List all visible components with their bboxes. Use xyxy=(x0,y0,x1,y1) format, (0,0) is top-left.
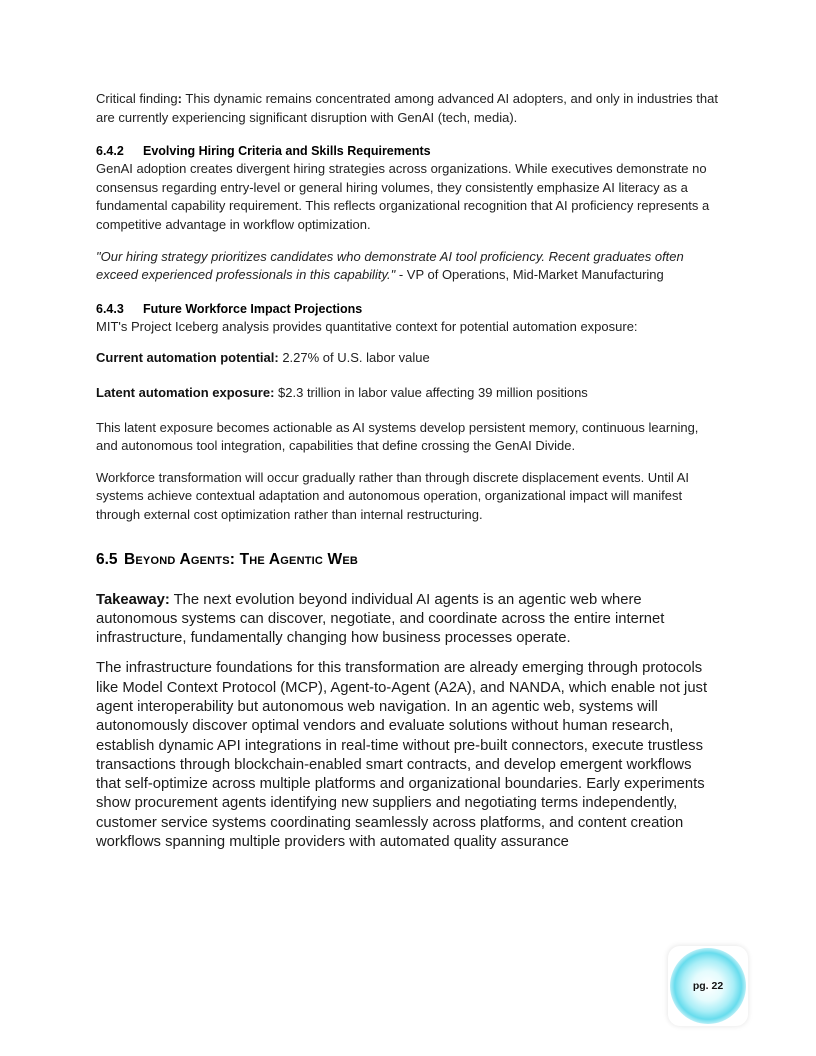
critical-finding-paragraph xyxy=(96,90,720,127)
quote-paragraph xyxy=(96,248,720,285)
heading-title: Evolving Hiring Criteria and Skills Requirements xyxy=(143,144,431,159)
heading-title: Beyond Agents: The Agentic Web xyxy=(124,550,359,568)
mit-iceberg-paragraph: MIT's Project Iceberg analysis provides quantitative context for potential automation exposure: xyxy=(96,318,638,334)
page-number-card xyxy=(668,946,748,1026)
heading-number: 6.4.3 xyxy=(96,301,124,316)
stat-value: $2.3 trillion in labor value affecting 39 million positions xyxy=(274,384,588,400)
critical-finding-colon: : xyxy=(177,91,182,106)
hiring-strategies-paragraph: GenAI adoption creates divergent hiring strategies across organizations. While executives demonstrate no consensus regarding entry-level or general hiring volumes, they consistently emphasize AI literacy as a fundamental capability requirement. This reflects organizational recognition that AI proficiency represents a competitive advantage in workflow optimization. xyxy=(96,161,710,232)
workforce-transformation-paragraph: Workforce transformation will occur gradually rather than through discrete displacement events. Until AI systems achieve contextual adaptation and autonomous operation, organizational impact will manifest through external cost optimization rather than internal restructuring. xyxy=(96,469,689,522)
infrastructure-paragraph: The infrastructure foundations for this transformation are already emerging through protocols like Model Context Protocol (MCP), Agent-to-Agent (A2A), and NANDA, which enable not just agent interoperability but autonomous web navigation. In an agentic web, systems will autonomously discover optimal vendors and evaluate solutions without human research, establish dynamic API integrations in real-time without pre-built connectors, execute trustless transactions through blockchain-enabled smart contracts, and develop emergent workflows that self-optimize across multiple platforms and organizational boundaries. Early experiments show procurement agents identifying new suppliers and negotiating terms independently, customer service systems coordinating seamlessly across platforms, and content creation workflows spanning multiple providers with automated quality assurance xyxy=(96,660,708,851)
stat-label: Latent automation exposure: xyxy=(96,384,275,400)
quote-text: "Our hiring strategy prioritizes candidates who demonstrate AI tool proficiency. Recent graduates often exceed experienced professionals in this capability." xyxy=(96,248,684,283)
stat-label: Current automation potential: xyxy=(96,350,279,366)
takeaway-paragraph xyxy=(96,591,720,649)
takeaway-label: Takeaway: xyxy=(96,591,170,608)
heading-title: Future Workforce Impact Projections xyxy=(143,301,363,316)
latent-exposure-paragraph: This latent exposure becomes actionable as AI systems develop persistent memory, continuous learning, and autonomous tool integration, capabilities that define crossing the GenAI Divide. xyxy=(96,419,699,454)
page-content xyxy=(96,90,720,863)
stat-latent-exposure xyxy=(96,384,720,403)
stat-value: 2.27% of U.S. labor value xyxy=(278,350,430,366)
critical-finding-text: This dynamic remains concentrated among advanced AI adopters, and only in industries that are currently experiencing significant disruption with GenAI (tech, media). xyxy=(96,91,718,125)
stat-current-automation xyxy=(96,349,720,368)
page-number-label: pg. 22 xyxy=(692,980,724,992)
heading-number: 6.5 xyxy=(96,550,118,568)
critical-finding-lead: Critical finding xyxy=(96,91,178,106)
page-number-glow xyxy=(670,948,746,1024)
heading-number: 6.4.2 xyxy=(96,144,124,159)
heading-6-4-2 xyxy=(96,144,720,158)
heading-6-4-3 xyxy=(96,302,720,316)
takeaway-text: The next evolution beyond individual AI agents is an agentic web where autonomous systems can discover, negotiate, and coordinate across the entire internet infrastructure, fundamentally changing how business processes operate. xyxy=(96,591,665,647)
heading-6-5 xyxy=(96,551,720,569)
quote-attribution: - VP of Operations, Mid-Market Manufacturing xyxy=(395,267,664,283)
